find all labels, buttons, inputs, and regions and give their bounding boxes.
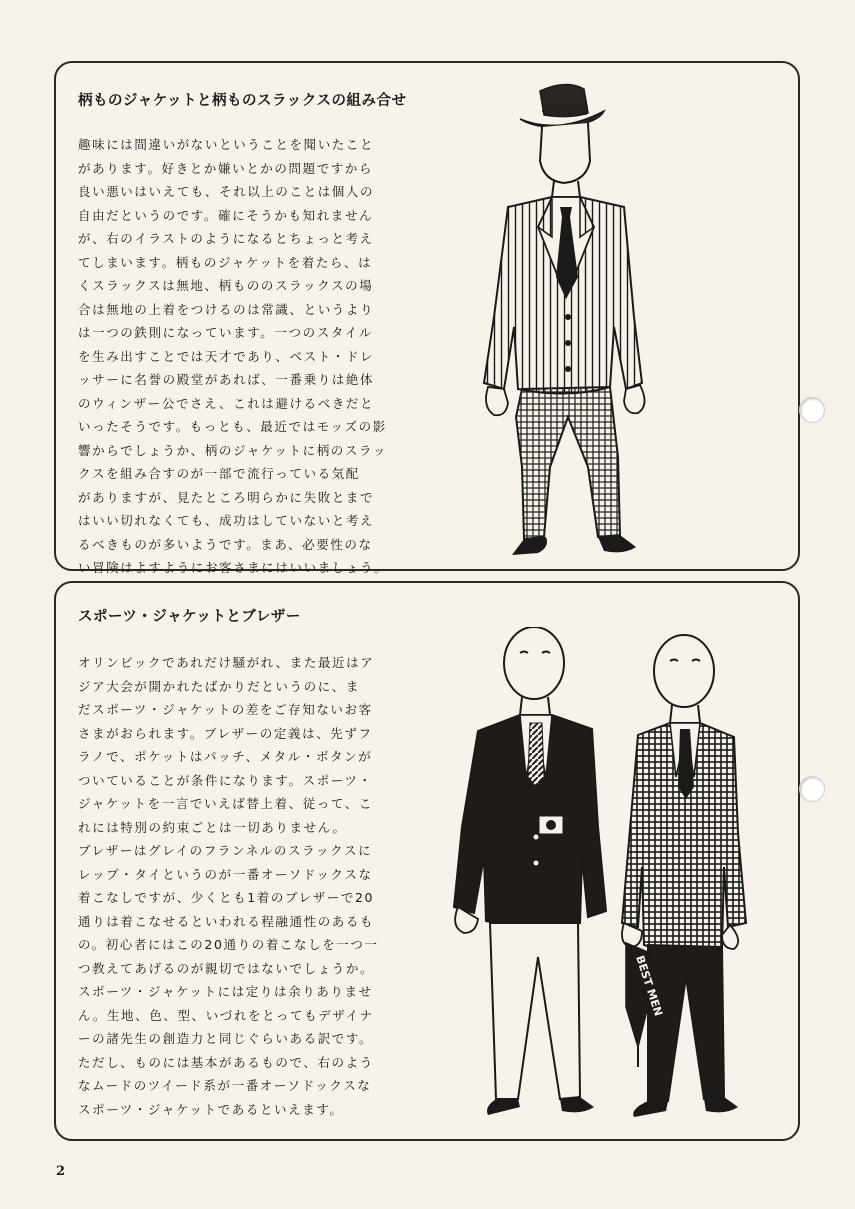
binder-hole bbox=[799, 397, 825, 423]
text-line: が、右のイラストのようになるとちょっと考え bbox=[78, 231, 374, 246]
umbrella-label: BEST MEN bbox=[633, 953, 665, 1018]
text-line: ーの諸先生の創造力と同じぐらいある訳です。 bbox=[78, 1031, 374, 1046]
text-line: だスポーツ・ジャケットの差をご存知ないお客 bbox=[78, 702, 373, 717]
text-line: さまがおられます。ブレザーの定義は、先ずフ bbox=[78, 725, 373, 741]
text-line: 良い悪いはいえても、それ以上のことは個人の bbox=[78, 184, 375, 199]
section-body-text bbox=[78, 133, 408, 580]
text-line: ついていることが条件になります。スポーツ・ bbox=[78, 772, 373, 788]
text-line: はいい切れなくても、成功はしていないと考え bbox=[78, 513, 375, 528]
text-line: 自由だというのです。確にそうかも知れません bbox=[78, 207, 374, 223]
text-line: 合は無地の上着をつけるのは常識、というより bbox=[78, 301, 375, 317]
text-line: の。初心者にはこの20通りの着こなしを一つ一 bbox=[78, 937, 379, 952]
section-title: 柄ものジャケットと柄ものスラックスの組み合せ bbox=[78, 93, 407, 109]
text-line: 通りは着こなせるといわれる程融通性のあるも bbox=[78, 913, 375, 929]
pinstripe-man-illustration bbox=[428, 77, 658, 557]
text-line: い冒険はよすようにお客さまにはいいましょう。 bbox=[78, 560, 389, 575]
section-title: スポーツ・ジャケットとブレザー bbox=[78, 609, 301, 625]
text-line: を生み出すことでは天才であり、ベスト・ドレ bbox=[78, 348, 375, 364]
text-line: つ教えてあげるのが親切ではないでしょうか。 bbox=[78, 960, 375, 976]
text-line: なムードのツイード系が一番オーソドックスな bbox=[78, 1078, 372, 1093]
text-line: は一つの鉄則になっています。一つのスタイル bbox=[78, 325, 373, 340]
text-line: ラノで、ポケットはパッチ、メタル・ボタンが bbox=[78, 749, 373, 764]
text-line: レップ・タイというのが一番オーソドックスな bbox=[78, 866, 373, 882]
section-panel-sports-jacket-blazer bbox=[54, 581, 800, 1141]
text-line: オリンピックであれだけ騒がれ、また最近はア bbox=[78, 655, 375, 670]
text-line: がありますが、見たところ明らかに失敗とまで bbox=[78, 489, 375, 505]
text-line: ブレザーはグレイのフランネルのスラックスに bbox=[78, 843, 373, 858]
text-line: クスを組み合すのが一部で流行っている気配 bbox=[78, 466, 360, 481]
text-line: のウィンザー公でさえ、これは避けるべきだと bbox=[78, 395, 375, 411]
text-line: があります。好きとか嫌いとかの問題ですから bbox=[78, 160, 374, 176]
section-panel-patterned-jacket bbox=[54, 61, 800, 575]
text-line: るべきものが多いようです。まあ、必要性のな bbox=[78, 536, 373, 552]
text-line: れには特別の約束ごとは一切ありません。 bbox=[78, 819, 347, 835]
text-line: いったそうです。もっとも、最近ではモッズの影 bbox=[78, 419, 387, 434]
text-line: ジャケットを一言でいえば替上着、従って、こ bbox=[78, 796, 373, 811]
text-line: てしまいます。柄ものジャケットを着たら、は bbox=[78, 254, 373, 270]
page-number: 2 bbox=[56, 1164, 66, 1179]
text-line: ッサーに名誉の殿堂があれば、一番乗りは絶体 bbox=[78, 372, 375, 387]
blazer-and-tweed-men-illustration bbox=[412, 627, 752, 1127]
text-line: スポーツ・ジャケットには定りは余りありませ bbox=[78, 984, 373, 999]
binder-hole bbox=[799, 776, 825, 802]
text-line: 趣味には間違いがないということを聞いたこと bbox=[78, 137, 375, 152]
section-body-text bbox=[78, 651, 408, 1121]
text-line: くスラックスは無地、柄もののスラックスの場 bbox=[78, 278, 374, 293]
text-line: 響からでしょうか、柄のジャケットに柄のスラッ bbox=[78, 442, 387, 458]
text-line: ん。生地、色、型、いづれをとってもデザイナ bbox=[78, 1007, 374, 1023]
text-line: 着こなしですが、少くとも1着のブレザーで20 bbox=[78, 890, 375, 905]
text-line: スポーツ・ジャケットであるといえます。 bbox=[78, 1101, 344, 1117]
text-line: ジア大会が開かれたばかりだというのに、ま bbox=[78, 678, 361, 694]
text-line: ただし、ものには基本があるもので、右のよう bbox=[78, 1054, 374, 1070]
